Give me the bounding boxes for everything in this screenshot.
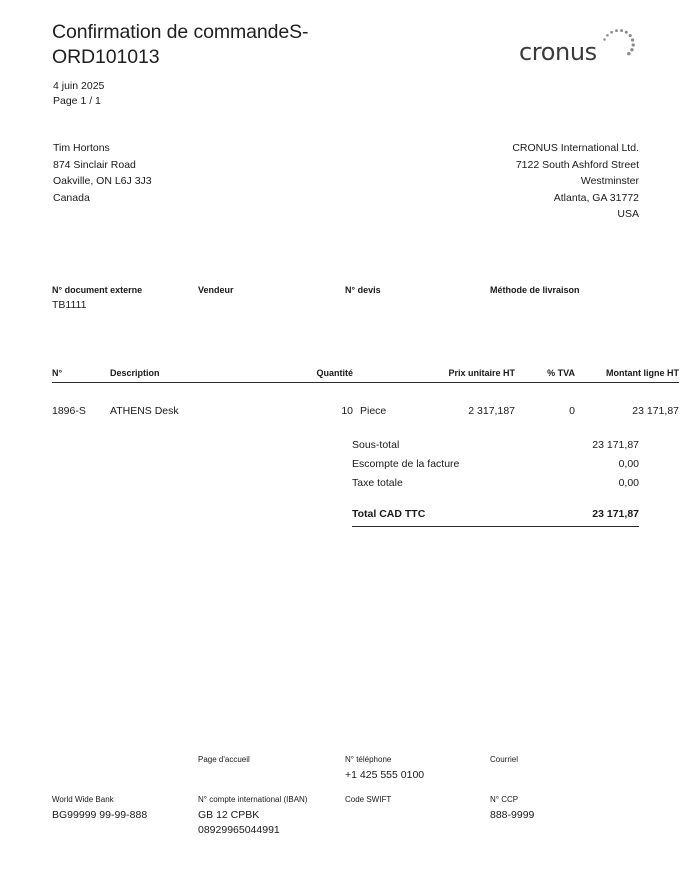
customer-address-line: 874 Sinclair Road (53, 158, 136, 171)
info-shipment-method (490, 284, 580, 312)
cell-quantity: 10 (341, 405, 353, 417)
totals-row-total-tax (352, 476, 639, 495)
cell-line-amount: 23 171,87 (632, 405, 679, 417)
footer-value (345, 808, 485, 821)
customer-address-line: Tim Hortons (53, 142, 110, 154)
totals-label: Taxe totale (352, 477, 403, 489)
footer-value: BG99999 99-99-888 (52, 809, 148, 821)
footer-label: Courriel (490, 755, 519, 764)
footer-label: N° compte international (IBAN) (198, 795, 308, 804)
footer-contact-row (52, 754, 639, 790)
info-quote-no (345, 284, 381, 312)
footer-value (52, 757, 192, 770)
company-address (512, 140, 639, 223)
footer-value: +1 425 555 0100 (345, 769, 425, 781)
footer-value (490, 768, 630, 781)
cell-no: 1896-S (52, 405, 86, 417)
column-header-line-amount: Montant ligne HT (575, 368, 679, 383)
footer-cell-blank (52, 754, 192, 770)
info-label: Méthode de livraison (490, 285, 580, 295)
footer-label: N° CCP (490, 795, 519, 804)
footer-value: 888-9999 (490, 809, 535, 821)
footer-label: N° téléphone (345, 755, 392, 764)
column-header-quantity: Quantité (258, 368, 353, 383)
totals-label: Sous-total (352, 439, 400, 451)
footer-label: World Wide Bank (52, 795, 114, 804)
page-number: Page 1 / 1 (53, 94, 101, 107)
footer-cell-giro (490, 794, 630, 823)
column-header-unit-price: Prix unitaire HT (412, 368, 515, 383)
customer-address (53, 140, 152, 206)
footer-label: Code SWIFT (345, 795, 392, 804)
company-logo (519, 26, 639, 70)
footer-cell-iban (198, 794, 338, 837)
company-address-line: Atlanta, GA 31772 (553, 191, 639, 204)
info-label: Vendeur (198, 285, 234, 295)
grand-total-label: Total CAD TTC (352, 495, 496, 527)
info-value (490, 298, 580, 312)
totals-value: 0,00 (618, 458, 639, 470)
cell-vat-percent: 0 (569, 405, 575, 417)
document-info-row (52, 284, 639, 324)
column-header-unit (353, 368, 412, 383)
footer-cell-swift (345, 794, 485, 821)
cell-description: ATHENS Desk (110, 405, 179, 417)
info-label: N° devis (345, 285, 381, 295)
info-value (198, 298, 234, 312)
customer-address-line: Canada (53, 191, 90, 204)
cell-unit-price: 2 317,187 (468, 405, 515, 417)
footer-value (198, 768, 338, 781)
table-header-row (52, 368, 679, 383)
info-label: N° document externe (52, 285, 143, 295)
page-title: Confirmation de commandeS-ORD101013 (52, 21, 309, 68)
company-address-line: Westminster (580, 175, 639, 187)
totals-value: 23 171,87 (592, 439, 639, 451)
customer-address-line: Oakville, ON L6J 3J3 (53, 175, 152, 187)
column-header-description: Description (110, 368, 258, 383)
info-value: TB1111 (52, 299, 87, 311)
footer-bank-row (52, 794, 639, 854)
logo-wordmark: cronus (519, 38, 597, 66)
totals-value: 0,00 (618, 477, 639, 489)
footer-value: GB 12 CPBK 08929965044991 (198, 809, 280, 836)
company-address-line: 7122 South Ashford Street (515, 158, 639, 171)
totals-row-invoice-discount (352, 457, 639, 476)
table-row (52, 383, 679, 418)
document-lines-table (52, 368, 679, 417)
grand-total-value: 23 171,87 (496, 495, 640, 527)
info-value (345, 298, 381, 312)
document-date: 4 juin 2025 (53, 80, 105, 92)
footer-label: Page d'accueil (198, 755, 250, 764)
company-address-line: CRONUS International Ltd. (512, 142, 639, 154)
totals-row-subtotal (352, 438, 639, 457)
footer-cell-homepage (198, 754, 338, 781)
footer-cell-bank-name (52, 794, 192, 823)
column-header-vat-percent: % TVA (515, 368, 575, 383)
column-header-no: N° (52, 368, 110, 383)
totals-row-grand-total (352, 495, 639, 527)
totals-label: Escompte de la facture (352, 458, 460, 470)
company-address-line: USA (617, 208, 639, 220)
info-salesperson (198, 284, 234, 312)
footer-cell-email (490, 754, 630, 781)
cell-unit: Piece (360, 405, 387, 417)
info-external-document-no (52, 284, 142, 313)
document-meta (53, 79, 104, 108)
totals-block (352, 438, 639, 527)
dotted-arc-icon (595, 26, 639, 66)
footer-cell-phone (345, 754, 485, 783)
